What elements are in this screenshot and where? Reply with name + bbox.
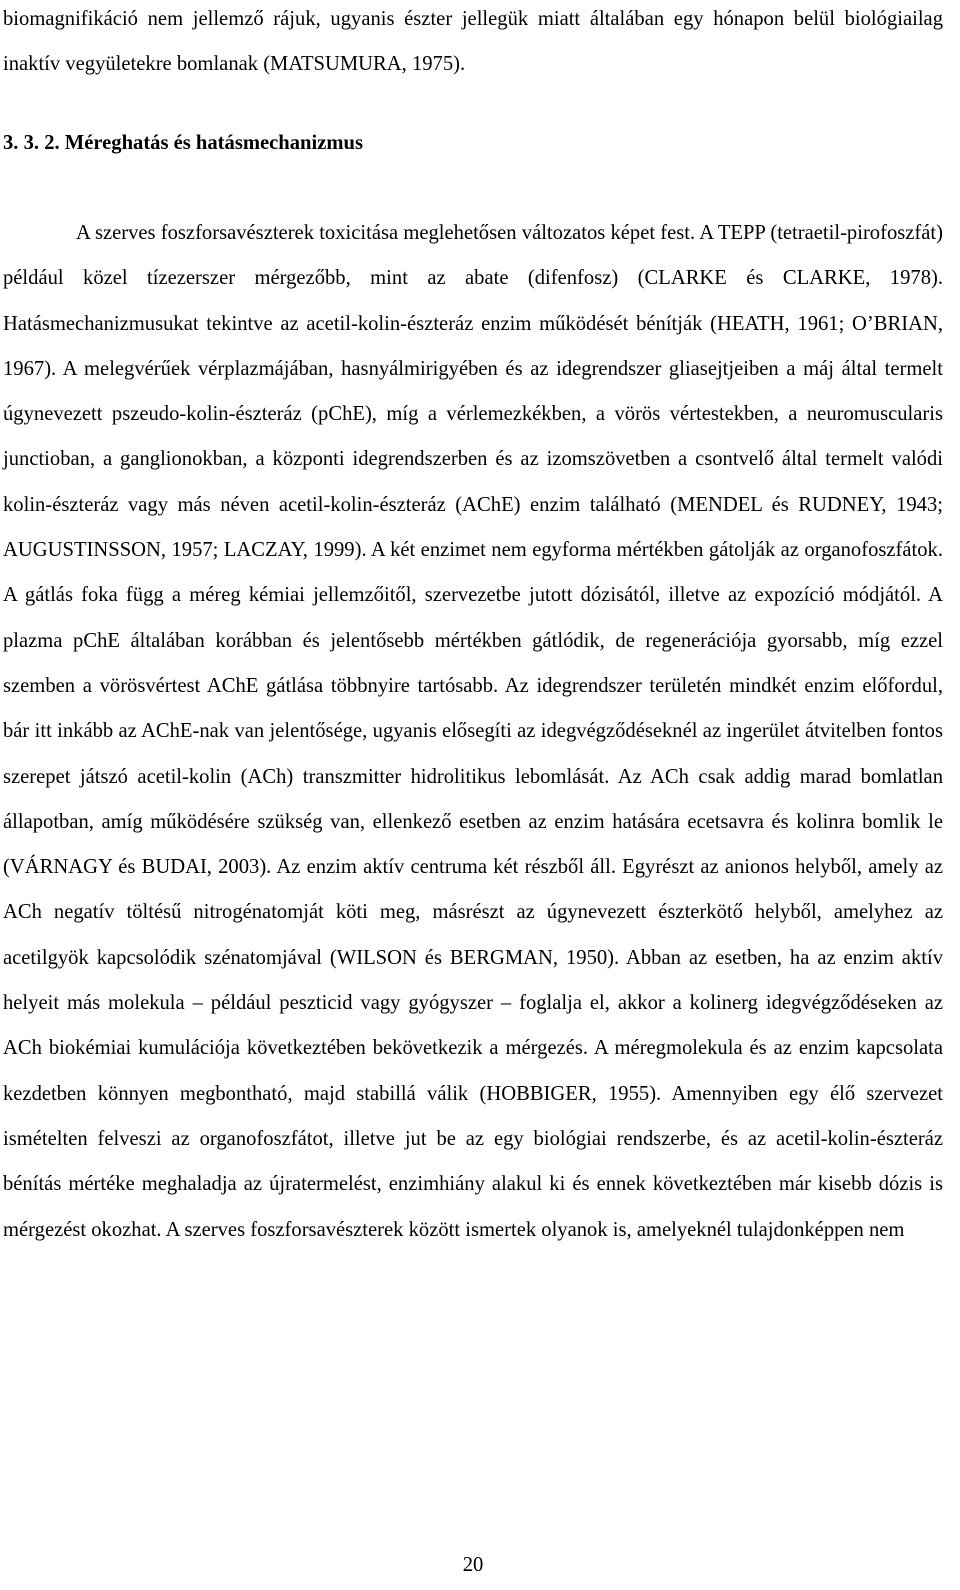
body-paragraph: A szerves foszforsavészterek toxicitása meglehetősen változatos képet fest. A TEPP (tetraetil-pirofoszfát) például közel tízezerszer mérgezőbb, mint az abate (difenfosz) (CLARKE és CLARKE, 1978). Hatásmechanizmusukat tekintve az acetil-kolin-észteráz enzim működését bénítják (HEATH, 1961; O’BRIAN, 1967). A melegvérűek vérplazmájában, hasnyálmirigyében és az idegrendszer gliasejtjeiben a máj által termelt úgynevezett pszeudo-kolin-észteráz (pChE), míg a vérlemezkékben, a vörös vértestekben, a neuromuscularis junctioban, a ganglionokban, a központi idegrendszerben és az izomszövetben a csontvelő által termelt valódi kolin-észteráz vagy más néven acetil-kolin-észteráz (AChE) enzim található (MENDEL és RUDNEY, 1943; AUGUSTINSSON, 1957; LACZAY, 1999). A két enzimet nem egyforma mértékben gátolják az organofoszfátok. A gátlás foka függ a méreg kémiai jellemzőitől, szervezetbe jutott dózisától, illetve az expozíció módjától. A plazma pChE általában korábban és jelentősebb mértékben gátlódik, de regenerációja gyorsabb, míg ezzel szemben a vörösvértest AChE gátlása többnyire tartósabb. Az idegrendszer területén mindkét enzim előfordul, bár itt inkább az AChE-nak van jelentősége, ugyanis elősegíti az idegvégződéseknél az ingerület átvitelben fontos szerepet játszó acetil-kolin (ACh) transzmitter hidrolitikus lebomlását. Az ACh csak addig marad bomlatlan állapotban, amíg működésére szükség van, ellenkező esetben az enzim hatására ecetsavra és kolinra bomlik le (VÁRNAGY és BUDAI, 2003). Az enzim aktív centruma két részből áll. Egyrészt az anionos helyből, amely az ACh negatív töltésű nitrogénatomját köti meg, másrészt az úgynevezett észterkötő helyből, amelyhez az acetilgyök kapcsolódik szénatomjával (WILSON és BERGMAN, 1950). Abban az esetben, ha az enzim aktív helyeit más molekula – például peszticid vagy gyógyszer – foglalja el, akkor a kolinerg idegvégződéseken az ACh biokémiai kumulációja következtében bekövetkezik a mérgezés. A méregmolekula és az enzim kapcsolata kezdetben könnyen megbontható, majd stabillá válik (HOBBIGER, 1955). Amennyiben egy élő szervezet ismételten felveszi az organofoszfátot, illetve jut be az egy biológiai rendszerbe, és az acetil-kolin-észteráz bénítás mértéke meghaladja az újratermelést, enzimhiány alakul ki és ennek következtében már kisebb dózis is mérgezést okozhat. A szerves foszforsavészterek között ismertek olyanok is, amelyeknél tulajdonképpen nem <box>3 222 943 1241</box>
page-number: 20 <box>462 1554 484 1576</box>
intro-paragraph: biomagnifikáció nem jellemző rájuk, ugyanis észter jellegük miatt általában egy hónapon belül biológiailag inaktív vegyületekre bomlanak (MATSUMURA, 1975). <box>3 8 943 76</box>
section-heading: 3. 3. 2. Méreghatás és hatásmechanizmus <box>3 132 363 154</box>
